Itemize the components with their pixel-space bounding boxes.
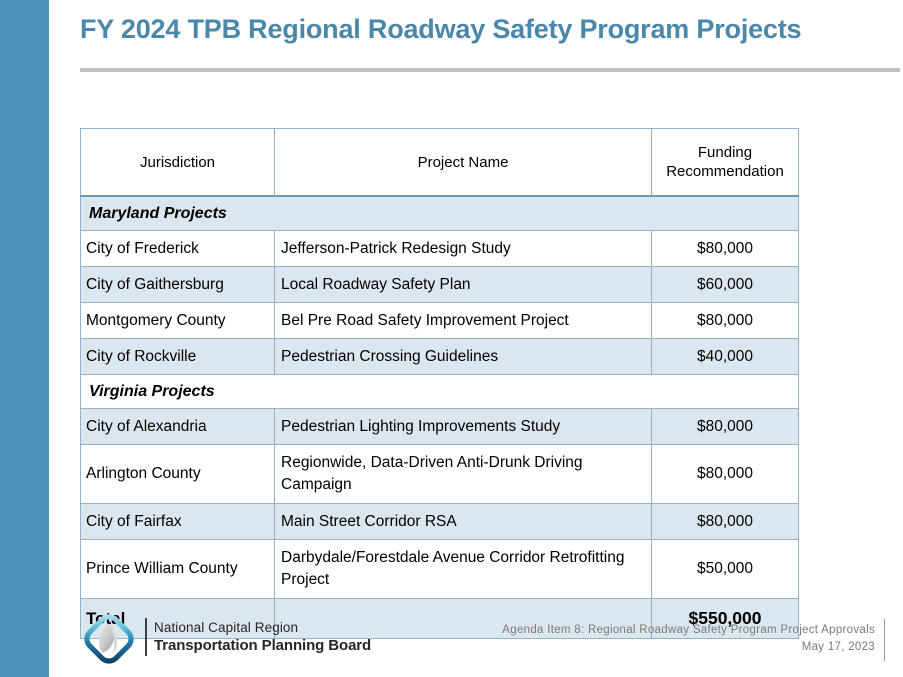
cell-jurisdiction: City of Fairfax — [81, 504, 275, 540]
cell-project: Jefferson-Patrick Redesign Study — [275, 231, 652, 267]
left-accent-bar — [0, 0, 49, 677]
cell-funding: $60,000 — [652, 267, 799, 303]
table-row — [81, 303, 799, 339]
cell-funding: $80,000 — [652, 504, 799, 540]
section-header-row-maryland — [81, 196, 799, 231]
section-label-maryland: Maryland Projects — [81, 196, 799, 231]
title-divider — [80, 68, 900, 72]
footer-meta — [355, 622, 875, 656]
total-amount: $550,000 — [652, 599, 799, 639]
cell-project: Main Street Corridor RSA — [275, 504, 652, 540]
column-header-funding-line2: Recommendation — [666, 163, 784, 180]
table-row — [81, 504, 799, 540]
cell-funding: $50,000 — [652, 540, 799, 599]
cell-jurisdiction: City of Alexandria — [81, 409, 275, 445]
cell-jurisdiction: Prince William County — [81, 540, 275, 599]
cell-project: Local Roadway Safety Plan — [275, 267, 652, 303]
cell-funding: $80,000 — [652, 409, 799, 445]
cell-funding: $80,000 — [652, 303, 799, 339]
table-header — [81, 129, 799, 197]
cell-project: Bel Pre Road Safety Improvement Project — [275, 303, 652, 339]
cell-project: Regionwide, Data-Driven Anti-Drunk Driving Campaign — [275, 445, 652, 504]
logo-divider — [145, 618, 147, 656]
cell-jurisdiction: City of Gaithersburg — [81, 267, 275, 303]
cell-project: Darbydale/Forestdale Avenue Corridor Retrofitting Project — [275, 540, 652, 599]
column-header-funding-line1: Funding — [697, 144, 753, 161]
cell-jurisdiction: Montgomery County — [81, 303, 275, 339]
cell-project: Pedestrian Crossing Guidelines — [275, 339, 652, 375]
cell-funding: $80,000 — [652, 445, 799, 504]
cell-jurisdiction: Arlington County — [81, 445, 275, 504]
projects-table — [80, 128, 799, 639]
page-title: FY 2024 TPB Regional Roadway Safety Program Projects — [80, 14, 802, 44]
cell-funding: $80,000 — [652, 231, 799, 267]
logo-line-national-capital-region: National Capital Region — [154, 620, 299, 635]
header-row — [81, 129, 799, 197]
section-label-virginia: Virginia Projects — [81, 375, 799, 409]
table-body — [81, 196, 799, 639]
logo-line-transportation-planning-board: Transportation Planning Board — [154, 637, 372, 654]
column-header-funding — [652, 129, 799, 197]
cell-jurisdiction: City of Frederick — [81, 231, 275, 267]
table-row — [81, 231, 799, 267]
table-row — [81, 409, 799, 445]
column-header-jurisdiction: Jurisdiction — [81, 129, 275, 197]
footer-divider — [884, 619, 885, 661]
table-row — [81, 267, 799, 303]
logo-wordmark — [154, 619, 371, 655]
cell-project: Pedestrian Lighting Improvements Study — [275, 409, 652, 445]
table-row — [81, 445, 799, 504]
cell-funding: $40,000 — [652, 339, 799, 375]
section-header-row-virginia — [81, 375, 799, 409]
cell-jurisdiction: City of Rockville — [81, 339, 275, 375]
ncr-tpb-diamond-icon — [82, 612, 136, 666]
total-label: Total — [81, 599, 275, 639]
footer-date: May 17, 2023 — [801, 641, 875, 653]
table-row — [81, 339, 799, 375]
column-header-project-name: Project Name — [275, 129, 652, 197]
footer-agenda-item: Agenda Item 8: Regional Roadway Safety Program Project Approvals — [502, 624, 875, 636]
table-row — [81, 540, 799, 599]
